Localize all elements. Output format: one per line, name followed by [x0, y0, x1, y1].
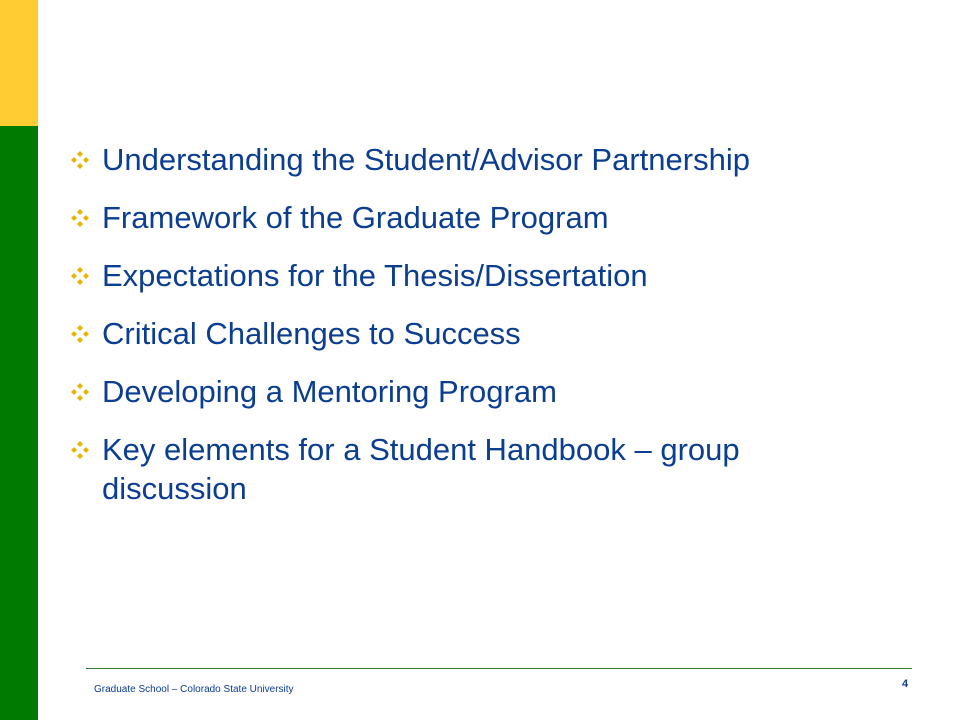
bullet-text: Critical Challenges to Success	[102, 316, 521, 351]
four-diamond-bullet-icon	[70, 208, 90, 228]
bullet-list	[70, 140, 890, 527]
bullet-item	[70, 430, 890, 508]
bullet-text: Understanding the Student/Advisor Partnership	[102, 142, 750, 177]
four-diamond-bullet-icon	[70, 266, 90, 286]
four-diamond-bullet-icon	[70, 150, 90, 170]
bullet-text: Developing a Mentoring Program	[102, 374, 557, 409]
accent-bar-yellow	[0, 0, 38, 126]
four-diamond-bullet-icon	[70, 324, 90, 344]
footer-divider	[86, 668, 912, 669]
four-diamond-bullet-icon	[70, 440, 90, 460]
bullet-item	[70, 256, 890, 295]
bullet-item	[70, 140, 890, 179]
four-diamond-bullet-icon	[70, 382, 90, 402]
footer-text: Graduate School – Colorado State University	[94, 684, 294, 695]
bullet-item	[70, 314, 890, 353]
page-number: 4	[902, 678, 909, 690]
bullet-item	[70, 372, 890, 411]
bullet-item	[70, 198, 890, 237]
bullet-text: Expectations for the Thesis/Dissertation	[102, 258, 648, 293]
bullet-text: Framework of the Graduate Program	[102, 200, 609, 235]
bullet-text: Key elements for a Student Handbook – group discussion	[102, 432, 740, 506]
accent-bar-green	[0, 126, 38, 720]
